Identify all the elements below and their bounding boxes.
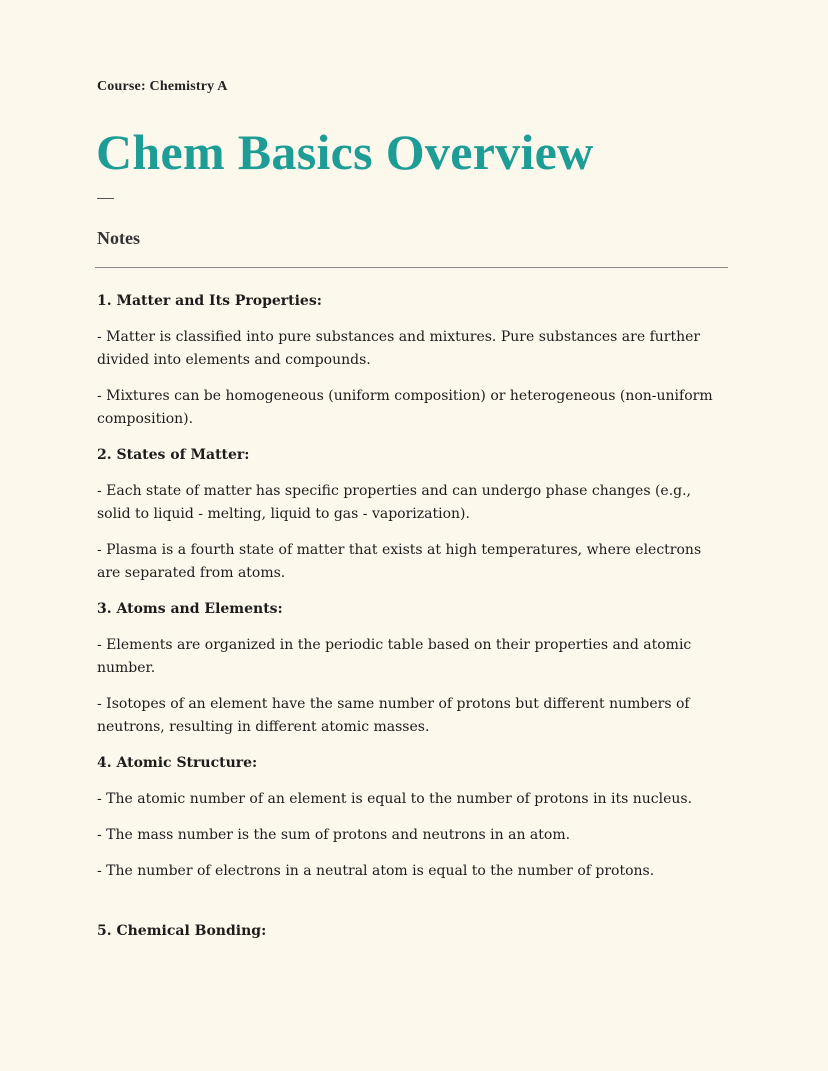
note-point: - Isotopes of an element have the same number of protons but different numbers of neutrons, resulting in different atomic masses. [97, 696, 690, 735]
note-point: - The mass number is the sum of protons and neutrons in an atom. [97, 827, 571, 843]
note-point: - Matter is classified into pure substances and mixtures. Pure substances are further divided into elements and compounds. [97, 329, 701, 368]
note-heading: 4. Atomic Structure: [97, 755, 258, 771]
note-heading: 2. States of Matter: [97, 447, 250, 463]
title-underline-dash [97, 198, 114, 199]
note-point: - Mixtures can be homogeneous (uniform composition) or heterogeneous (non-uniform composition). [97, 388, 713, 427]
note-point: - Plasma is a fourth state of matter that exists at high temperatures, where electrons are separated from atoms. [97, 542, 702, 581]
note-point: - Each state of matter has specific properties and can undergo phase changes (e.g., solid to liquid - melting, liquid to gas - vaporization). [97, 483, 692, 522]
section-heading-notes: Notes [97, 228, 140, 248]
note-heading: 5. Chemical Bonding: [97, 923, 267, 939]
note-heading: 3. Atoms and Elements: [97, 601, 283, 617]
note-point: - The atomic number of an element is equal to the number of protons in its nucleus. [97, 791, 693, 807]
note-point: - The number of electrons in a neutral atom is equal to the number of protons. [97, 863, 655, 879]
note-point: - Elements are organized in the periodic table based on their properties and atomic number. [97, 637, 692, 676]
section-divider [95, 267, 728, 268]
course-label: Course: Chemistry A [97, 79, 228, 94]
note-heading: 1. Matter and Its Properties: [97, 293, 322, 309]
page-title: Chem Basics Overview [96, 124, 594, 180]
notes-body [97, 290, 727, 956]
